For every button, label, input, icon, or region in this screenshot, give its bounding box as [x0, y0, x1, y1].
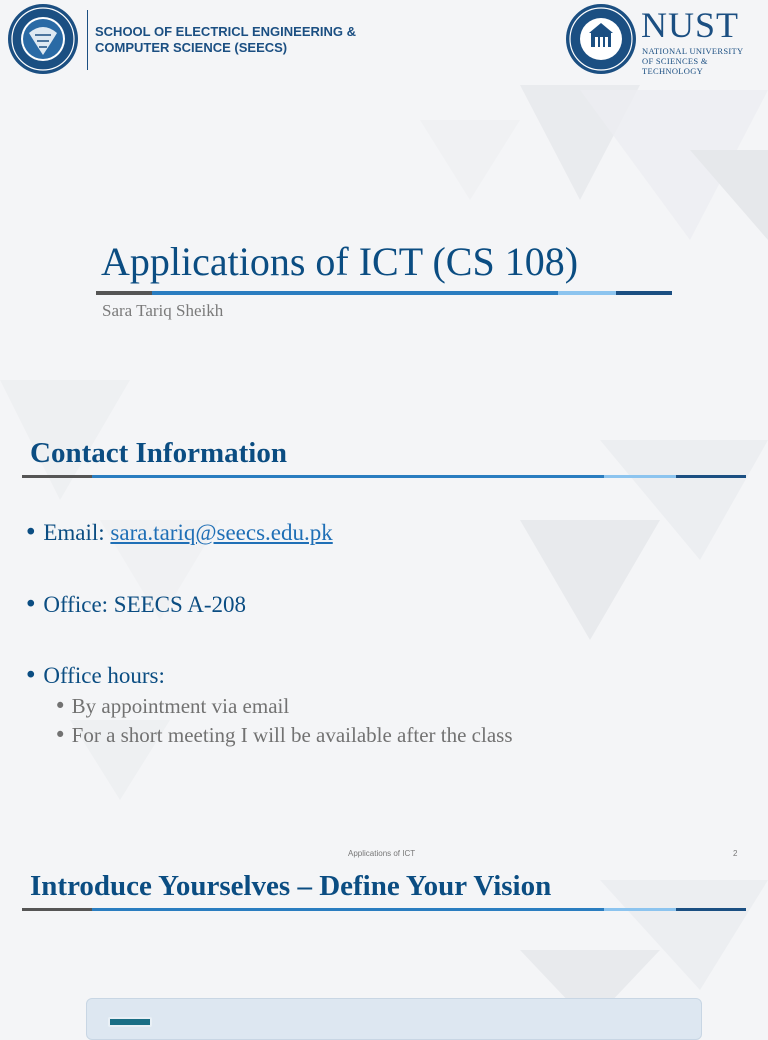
seecs-crest-icon — [7, 3, 79, 75]
header-divider — [87, 10, 88, 70]
office-hours-item-2-text: For a short meeting I will be available after the class — [71, 723, 513, 747]
slide-footer-title: Applications of ICT — [348, 849, 416, 858]
email-label: Email: — [43, 520, 111, 545]
school-name — [95, 24, 415, 56]
presenter-name: Sara Tariq Sheikh — [102, 301, 224, 320]
presentation-title: Applications of ICT (CS 108) — [101, 239, 579, 284]
contact-heading: Contact Information — [30, 437, 287, 469]
content-panel — [86, 998, 702, 1040]
slide-page-number: 2 — [733, 849, 738, 858]
office-hours-item-1-text: By appointment via email — [71, 694, 290, 718]
office-text: Office: SEECS A-208 — [43, 592, 247, 617]
office-hours-text: Office hours: — [43, 663, 165, 688]
nust-subtitle-line2: OF SCIENCES & TECHNOLOGY — [642, 56, 708, 76]
office-bullet: • Office: SEECS A-208 — [24, 592, 247, 618]
nust-subtitle-line1: NATIONAL UNIVERSITY — [642, 46, 744, 56]
panel-icon — [108, 1017, 152, 1027]
office-hours-item-1: • By appointment via email — [54, 694, 290, 718]
email-link[interactable]: sara.tariq@seecs.edu.pk — [110, 520, 333, 545]
nust-crest-icon — [565, 3, 637, 75]
vision-heading-underline — [22, 908, 746, 911]
vision-heading: Introduce Yourselves – Define Your Vision — [30, 870, 552, 902]
email-bullet: • Email: sara.tariq@seecs.edu.pk — [24, 520, 333, 546]
title-underline — [96, 291, 672, 295]
school-name-line2: COMPUTER SCIENCE (SEECS) — [95, 40, 288, 55]
contact-heading-underline — [22, 475, 746, 478]
office-hours-bullet: • Office hours: — [24, 663, 165, 689]
school-name-line1: SCHOOL OF ELECTRICL ENGINEERING & — [95, 24, 356, 39]
nust-subtitle — [642, 46, 768, 76]
nust-wordmark: NUST — [641, 5, 740, 45]
office-hours-item-2: • For a short meeting I will be available after the class — [54, 723, 513, 747]
